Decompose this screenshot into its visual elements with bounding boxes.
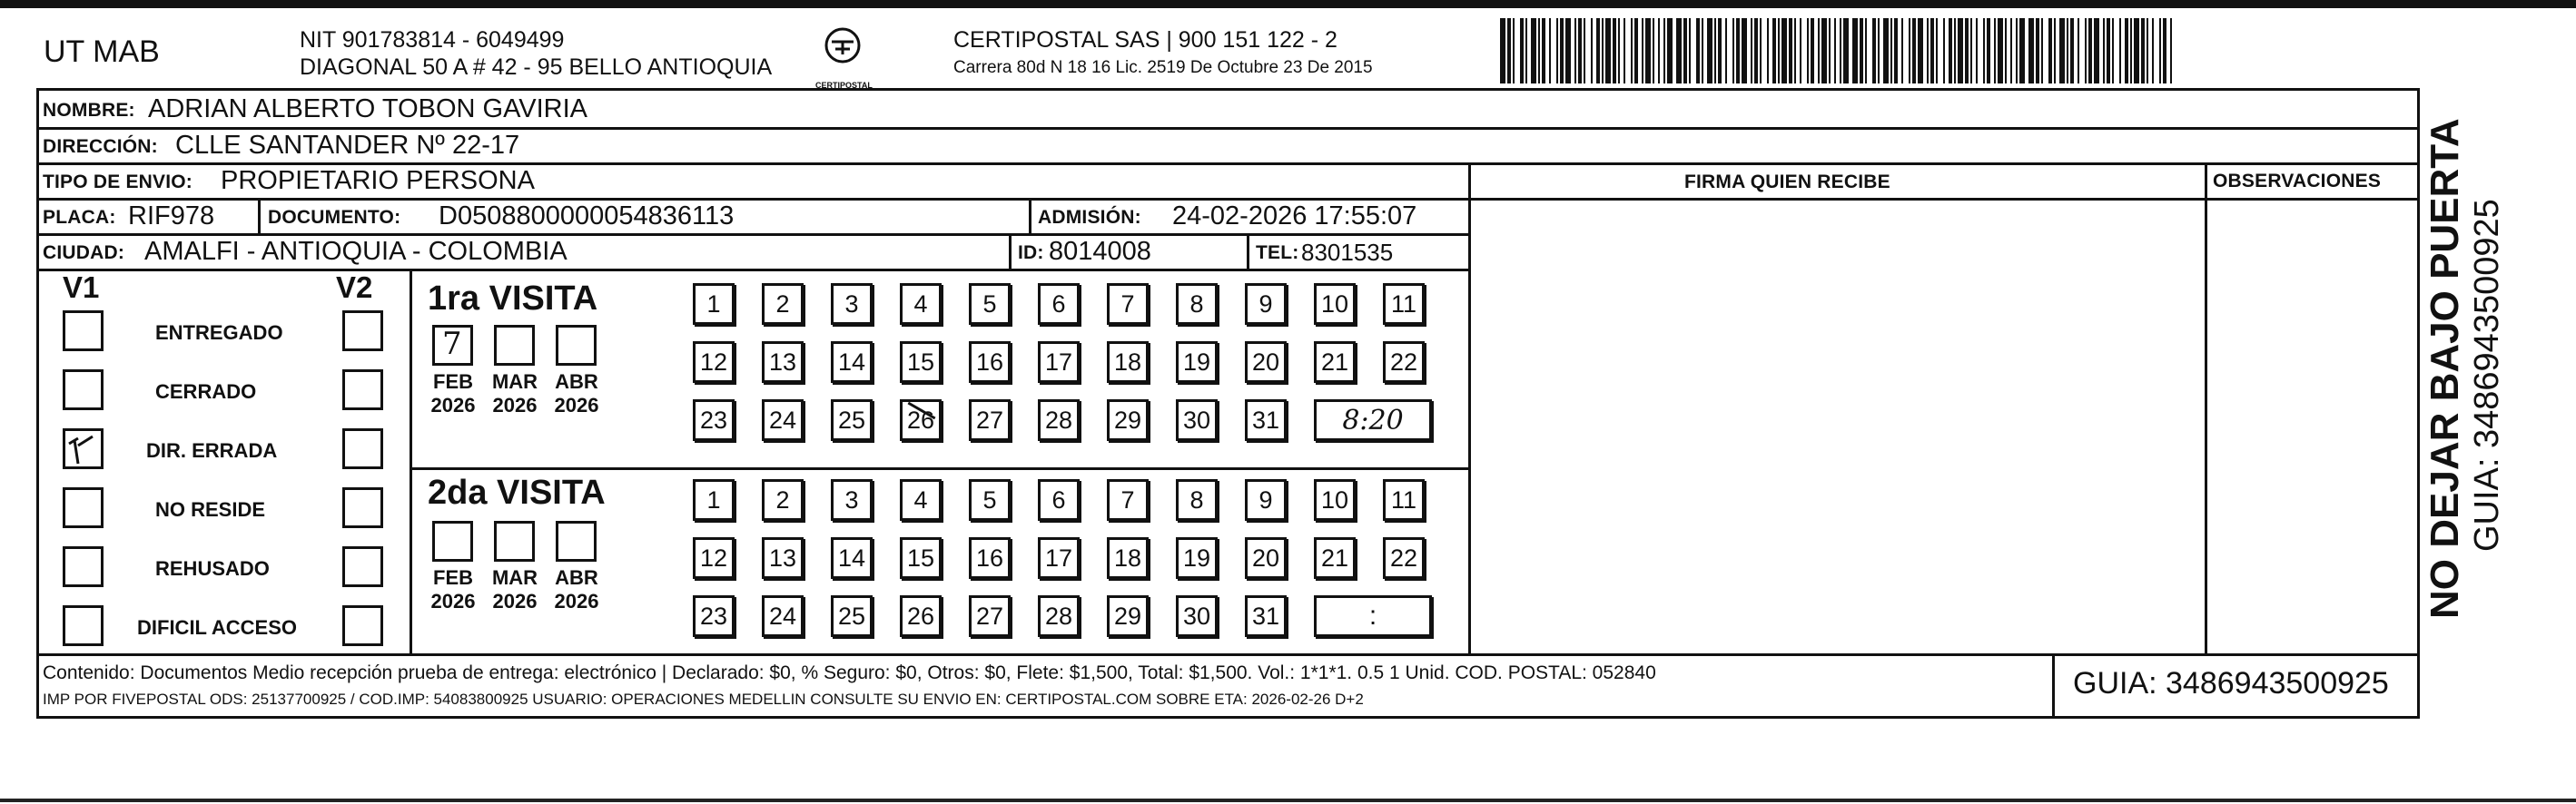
day-box[interactable]: 1 (693, 283, 735, 325)
top-border (0, 0, 2576, 8)
month-year: 2026 (430, 394, 476, 417)
placa-value: RIF978 (128, 201, 215, 230)
day-box[interactable]: 18 (1107, 341, 1149, 383)
nombre-label: NOMBRE: (43, 100, 135, 121)
status-v2-checkbox[interactable] (342, 546, 383, 587)
status-v1-checkbox[interactable] (63, 487, 104, 528)
time-box[interactable]: 8:20 (1314, 399, 1432, 441)
day-box[interactable]: 27 (969, 399, 1011, 441)
status-v1-checkbox[interactable] (63, 546, 104, 587)
v2-label: V2 (336, 270, 373, 304)
month-checkbox[interactable] (494, 325, 535, 366)
direccion-label: DIRECCIÓN: (43, 136, 158, 157)
day-box[interactable]: 14 (831, 341, 873, 383)
day-box[interactable]: 22 (1383, 537, 1425, 579)
v1-label: V1 (63, 270, 100, 304)
documento-label: DOCUMENTO: (268, 207, 401, 228)
day-box[interactable]: 14 (831, 537, 873, 579)
day-box[interactable]: 11 (1383, 283, 1425, 325)
status-v2-checkbox[interactable] (342, 428, 383, 469)
footer-guia: GUIA: 3486943500925 (2073, 666, 2389, 701)
month-year: 2026 (430, 590, 476, 613)
month-name: ABR (555, 566, 598, 589)
day-box[interactable]: 30 (1176, 595, 1218, 637)
day-box[interactable]: 8 (1176, 479, 1218, 521)
day-box[interactable]: 9 (1245, 479, 1287, 521)
company-name: UT MAB (44, 34, 160, 69)
month-label (488, 370, 542, 417)
observaciones-label: OBSERVACIONES (2213, 171, 2382, 191)
day-box[interactable]: 23 (693, 399, 735, 441)
day-box[interactable]: 5 (969, 283, 1011, 325)
day-box[interactable]: 8 (1176, 283, 1218, 325)
logo-text: CERTIPOSTAL (815, 81, 873, 90)
status-v1-checkbox[interactable] (63, 369, 104, 410)
month-name: FEB (433, 566, 473, 589)
day-box[interactable]: 20 (1245, 537, 1287, 579)
day-box[interactable]: 25 (831, 595, 873, 637)
day-box[interactable]: 18 (1107, 537, 1149, 579)
day-box[interactable]: 24 (762, 595, 804, 637)
ciudad-label: CIUDAD: (43, 242, 125, 263)
day-box[interactable]: 29 (1107, 595, 1149, 637)
day-box[interactable]: 20 (1245, 341, 1287, 383)
day-box[interactable]: 25 (831, 399, 873, 441)
status-option-label: DIFICIL ACCESO (137, 616, 298, 639)
month-name: ABR (555, 370, 598, 393)
day-box[interactable]: 4 (900, 283, 942, 325)
side-guia: GUIA: 3486943500925 (2468, 199, 2506, 552)
day-number: 26 (906, 406, 935, 434)
month-mark: 7 (442, 326, 462, 362)
month-checkbox[interactable] (556, 521, 597, 562)
nombre-value: ADRIAN ALBERTO TOBON GAVIRIA (148, 94, 588, 123)
delivery-form (36, 88, 2420, 719)
month-checkbox[interactable] (432, 521, 473, 562)
day-box[interactable]: 13 (762, 537, 804, 579)
tipo-envio-value: PROPIETARIO PERSONA (221, 166, 535, 195)
month-label (549, 370, 604, 417)
admision-label: ADMISIÓN: (1038, 207, 1141, 228)
day-box[interactable]: 28 (1038, 399, 1080, 441)
month-checkbox[interactable] (556, 325, 597, 366)
status-option-label: ENTREGADO (155, 321, 283, 344)
direccion-value: CLLE SANTANDER Nº 22-17 (175, 131, 520, 160)
placa-label: PLACA: (43, 207, 116, 228)
day-box[interactable]: 19 (1176, 341, 1218, 383)
tel-label: TEL: (1256, 242, 1299, 263)
barcode (1500, 18, 2181, 83)
no-dejar-bajo-puerta: NO DEJAR BAJO PUERTA (2423, 118, 2467, 619)
ciudad-value: AMALFI - ANTIOQUIA - COLOMBIA (144, 237, 568, 266)
day-box[interactable]: 9 (1245, 283, 1287, 325)
day-box[interactable]: 5 (969, 479, 1011, 521)
day-box[interactable]: 6 (1038, 479, 1080, 521)
address-text: DIAGONAL 50 A # 42 - 95 BELLO ANTIOQUIA (300, 54, 773, 80)
day-box[interactable]: 10 (1314, 479, 1356, 521)
tel-value: 8301535 (1301, 239, 1394, 266)
status-v2-checkbox[interactable] (342, 605, 383, 646)
visit2-title: 2da VISITA (428, 474, 606, 512)
imp-text: IMP POR FIVEPOSTAL ODS: 25137700925 / COD.IMP: 54083800925 USUARIO: OPERACIONES MEDELLIN CONSULTE SU ENVIO EN: CERTIPOSTAL.COM SOBRE ETA: 2026-02-26 D+2 (43, 691, 1364, 708)
day-box[interactable]: 15 (900, 341, 942, 383)
month-name: MAR (491, 370, 538, 393)
day-box[interactable]: 19 (1176, 537, 1218, 579)
status-v1-checkbox[interactable] (63, 605, 104, 646)
day-box[interactable]: 17 (1038, 537, 1080, 579)
check-mark-icon (65, 431, 102, 467)
certipostal-line2: Carrera 80d N 18 16 Lic. 2519 De Octubre 23 De 2015 (953, 58, 1373, 77)
day-box[interactable]: 3 (831, 479, 873, 521)
day-box[interactable]: 7 (1107, 283, 1149, 325)
day-box[interactable]: 31 (1245, 595, 1287, 637)
day-box[interactable]: 21 (1314, 341, 1356, 383)
day-box[interactable]: 17 (1038, 341, 1080, 383)
day-box[interactable]: 3 (831, 283, 873, 325)
visit1-title: 1ra VISITA (428, 279, 598, 318)
day-box[interactable]: 1 (693, 479, 735, 521)
status-v1-checkbox[interactable] (63, 310, 104, 351)
month-year: 2026 (492, 590, 538, 613)
status-v2-checkbox[interactable] (342, 310, 383, 351)
month-name: MAR (491, 566, 538, 589)
time-box[interactable]: : (1314, 595, 1432, 637)
admision-value: 24-02-2026 17:55:07 (1172, 201, 1417, 230)
status-v2-checkbox[interactable] (342, 487, 383, 528)
status-v2-checkbox[interactable] (342, 369, 383, 410)
month-label (549, 566, 604, 613)
month-year: 2026 (492, 394, 538, 417)
month-label (426, 566, 480, 613)
day-box[interactable] (900, 399, 942, 441)
id-value: 8014008 (1049, 237, 1151, 266)
contenido-text: Contenido: Documentos Medio recepción prueba de entrega: electrónico | Declarado: $0, % Seguro: $0, Otros: $0, Flete: $1,500, Total: $1,500. Vol.: 1*1*1. 0.5 1 Unid. COD. POSTAL: 052840 (43, 662, 1656, 683)
month-name: FEB (433, 370, 473, 393)
status-option-label: REHUSADO (155, 557, 270, 580)
month-label (488, 566, 542, 613)
day-box[interactable]: 12 (693, 537, 735, 579)
day-box[interactable]: 15 (900, 537, 942, 579)
day-box[interactable]: 2 (762, 479, 804, 521)
month-year: 2026 (554, 590, 599, 613)
day-box[interactable]: 16 (969, 537, 1011, 579)
nit-text: NIT 901783814 - 6049499 (300, 27, 565, 53)
documento-value: D0508800000054836113 (439, 201, 735, 230)
month-year: 2026 (554, 394, 599, 417)
day-box[interactable]: 27 (969, 595, 1011, 637)
status-option-label: DIR. ERRADA (146, 439, 278, 462)
bottom-border (0, 799, 2576, 802)
day-box[interactable]: 16 (969, 341, 1011, 383)
day-box[interactable]: 22 (1383, 341, 1425, 383)
day-box[interactable]: 30 (1176, 399, 1218, 441)
certipostal-line1: CERTIPOSTAL SAS | 900 151 122 - 2 (953, 27, 1337, 53)
id-label: ID: (1018, 242, 1044, 263)
day-box[interactable]: 2 (762, 283, 804, 325)
day-box[interactable]: 31 (1245, 399, 1287, 441)
day-box[interactable]: 6 (1038, 283, 1080, 325)
day-box[interactable]: 10 (1314, 283, 1356, 325)
day-box[interactable]: 13 (762, 341, 804, 383)
month-label (426, 370, 480, 417)
day-box[interactable]: 11 (1383, 479, 1425, 521)
day-box[interactable]: 28 (1038, 595, 1080, 637)
firma-label: FIRMA QUIEN RECIBE (1684, 172, 1890, 192)
day-box[interactable]: 12 (693, 341, 735, 383)
month-checkbox[interactable] (494, 521, 535, 562)
certipostal-logo (815, 25, 873, 90)
tipo-envio-label: TIPO DE ENVIO: (43, 172, 192, 192)
day-box[interactable]: 7 (1107, 479, 1149, 521)
day-box[interactable]: 21 (1314, 537, 1356, 579)
day-box[interactable]: 24 (762, 399, 804, 441)
day-box[interactable]: 26 (900, 595, 942, 637)
day-box[interactable]: 23 (693, 595, 735, 637)
month-checkbox[interactable] (432, 325, 473, 366)
day-box[interactable]: 29 (1107, 399, 1149, 441)
status-option-label: CERRADO (155, 380, 257, 403)
status-option-label: NO RESIDE (155, 498, 266, 521)
status-v1-checkbox[interactable] (63, 428, 104, 469)
day-box[interactable]: 4 (900, 479, 942, 521)
